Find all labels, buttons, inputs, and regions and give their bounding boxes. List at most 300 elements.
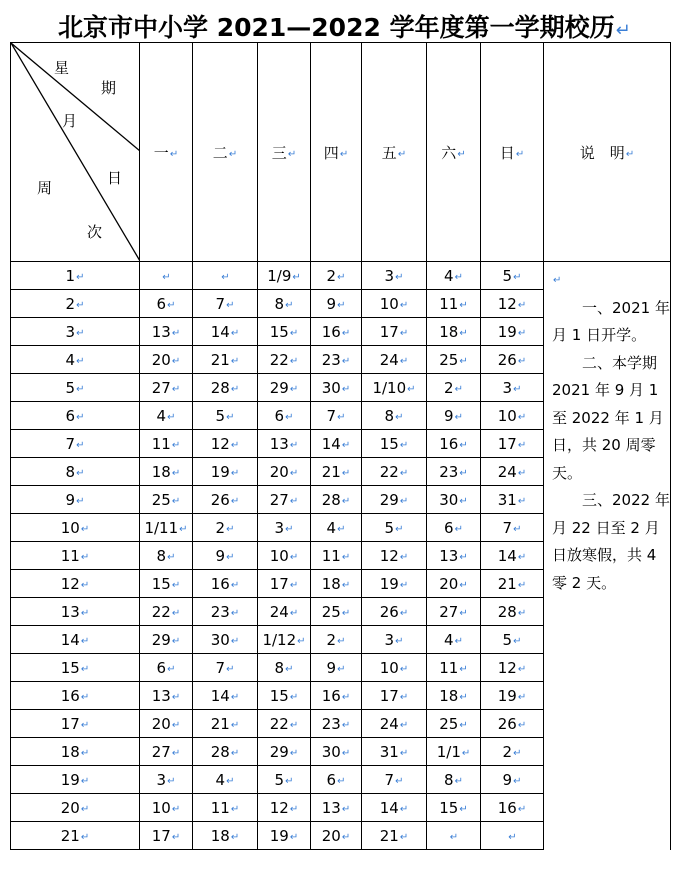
diagonal-corner-cell [11,43,140,262]
paragraph-mark-icon: ↵ [76,383,85,395]
paragraph-mark-icon: ↵ [399,831,409,843]
paragraph-mark-icon: ↵ [76,411,85,423]
date-cell: 26↵ [481,346,544,374]
paragraph-mark-icon: ↵ [459,355,468,367]
date-cell: 19↵ [193,458,258,486]
note-line: 二、本学期 [552,353,658,372]
paragraph-mark-icon: ↵ [341,607,351,619]
paragraph-mark-icon: ↵ [226,299,235,311]
paragraph-mark-icon: ↵ [171,355,181,367]
paragraph-mark-icon: ↵ [230,803,240,815]
paragraph-mark-icon: ↵ [461,747,471,759]
paragraph-mark-icon: ↵ [341,467,351,479]
paragraph-mark-icon: ↵ [454,271,463,283]
paragraph-mark-icon: ↵ [337,271,346,283]
paragraph-mark-icon: ↵ [517,663,527,675]
paragraph-mark-icon: ↵ [80,607,90,619]
note-line: 三、2022 年 [552,491,670,509]
paragraph-mark-icon: ↵ [395,775,404,787]
paragraph-mark-icon: ↵ [399,299,409,311]
date-cell: 4↵ [311,514,362,542]
paragraph-mark-icon: ↵ [167,775,176,787]
paragraph-mark-icon: ↵ [395,635,404,647]
date-cell: 1/10↵ [362,374,427,402]
date-cell: 16↵ [481,794,544,822]
paragraph-mark-icon: ↵ [171,439,181,451]
paragraph-mark-icon: ↵ [341,551,351,563]
date-cell: 30↵ [427,486,481,514]
date-cell: 3↵ [362,626,427,654]
note-line: 一、2021 年 [552,298,670,317]
paragraph-mark-icon: ↵ [80,579,90,591]
corner-label-qi: 期 [101,79,117,97]
date-cell: 13↵ [311,794,362,822]
date-cell: 22↵ [258,710,311,738]
paragraph-mark-icon: ↵ [289,747,299,759]
paragraph-mark-icon: ↵ [459,551,468,563]
table-header-row [11,43,671,262]
date-cell: 16↵ [311,682,362,710]
date-cell: 31↵ [362,738,427,766]
paragraph-mark-icon: ↵ [337,635,346,647]
paragraph-mark-icon: ↵ [76,467,85,479]
paragraph-mark-icon: ↵ [395,271,404,283]
date-cell: 25↵ [140,486,193,514]
paragraph-mark-icon: ↵ [459,327,468,339]
paragraph-mark-icon: ↵ [454,523,463,535]
paragraph-mark-icon: ↵ [76,355,85,367]
paragraph-mark-icon: ↵ [171,383,181,395]
corner-label-ri: 日 [107,169,123,187]
week-number-cell: 17↵ [11,710,140,738]
date-cell: 1/12↵ [258,626,311,654]
note-line: 零 2 天。 [552,573,617,592]
paragraph-mark-icon: ↵ [399,607,409,619]
date-cell: 21↵ [481,570,544,598]
paragraph-mark-icon: ↵ [459,691,468,703]
corner-label-xing: 星 [54,59,70,77]
date-cell: 3↵ [140,766,193,794]
date-cell: 17↵ [258,570,311,598]
paragraph-mark-icon: ↵ [80,663,90,675]
paragraph-mark-icon: ↵ [167,663,176,675]
date-cell: 16↵ [193,570,258,598]
corner-label-zhou: 周 [37,179,53,197]
date-cell: 27↵ [427,598,481,626]
week-number-cell: 4↵ [11,346,140,374]
date-cell: 21↵ [311,458,362,486]
date-cell: 20↵ [140,710,193,738]
paragraph-mark-icon: ↵ [517,579,527,591]
date-cell: 7↵ [481,514,544,542]
date-cell: 5↵ [193,402,258,430]
paragraph-mark-icon: ↵ [454,383,463,395]
note-line: 日，共 20 周零 [552,436,656,454]
paragraph-mark-icon: ↵ [341,439,351,451]
paragraph-mark-icon: ↵ [226,523,235,535]
paragraph-mark-icon: ↵ [171,495,181,507]
paragraph-mark-icon: ↵ [337,663,346,675]
paragraph-mark-icon: ↵ [449,831,459,843]
date-cell: 8↵ [258,654,311,682]
week-number-cell: 1↵ [11,262,140,290]
date-cell: 18↵ [427,682,481,710]
paragraph-mark-icon: ↵ [171,467,181,479]
date-cell: 4↵ [427,626,481,654]
day-header-tue: 二↵ [193,43,258,262]
date-cell: 1/11↵ [140,514,193,542]
date-cell: 26↵ [481,710,544,738]
date-cell: 9↵ [193,542,258,570]
date-cell: 12↵ [193,430,258,458]
date-cell: 17↵ [481,430,544,458]
date-cell: 7↵ [311,402,362,430]
paragraph-mark-icon: ↵ [517,439,527,451]
diagonal-lines [11,43,140,261]
date-cell: 2↵ [193,514,258,542]
date-cell: 5↵ [481,262,544,290]
paragraph-mark-icon: ↵ [289,719,299,731]
date-cell: 6↵ [311,766,362,794]
paragraph-mark-icon: ↵ [553,275,562,286]
date-cell: 30↵ [311,738,362,766]
date-cell: 6↵ [140,654,193,682]
date-cell: 9↵ [427,402,481,430]
day-header-fri: 五↵ [362,43,427,262]
paragraph-mark-icon: ↵ [517,411,527,423]
week-number-cell: 2↵ [11,290,140,318]
date-cell: 11↵ [311,542,362,570]
paragraph-mark-icon: ↵ [289,439,299,451]
paragraph-mark-icon: ↵ [285,523,294,535]
week-number-cell: 20↵ [11,794,140,822]
paragraph-mark-icon: ↵ [399,691,409,703]
paragraph-mark-icon: ↵ [289,355,299,367]
paragraph-mark-icon: ↵ [399,803,409,815]
paragraph-mark-icon: ↵ [407,383,416,395]
paragraph-mark-icon: ↵ [517,719,527,731]
paragraph-mark-icon: ↵ [230,635,240,647]
week-number-cell: 6↵ [11,402,140,430]
date-cell: 24↵ [362,346,427,374]
date-cell: 12↵ [481,654,544,682]
paragraph-mark-icon: ↵ [459,439,468,451]
paragraph-mark-icon: ↵ [171,579,181,591]
paragraph-mark-icon: ↵ [230,579,240,591]
paragraph-mark-icon: ↵ [285,663,294,675]
paragraph-mark-icon: ↵ [399,439,409,451]
paragraph-mark-icon: ↵ [76,271,85,283]
date-cell: 15↵ [258,682,311,710]
paragraph-mark-icon: ↵ [167,299,176,311]
paragraph-mark-icon: ↵ [230,607,240,619]
date-cell: 23↵ [427,458,481,486]
paragraph-mark-icon: ↵ [80,803,90,815]
paragraph-mark-icon: ↵ [171,607,181,619]
notes-cell [544,262,671,850]
paragraph-mark-icon: ↵ [517,691,527,703]
school-calendar-table [10,42,671,850]
paragraph-mark-icon: ↵ [167,551,176,563]
date-cell: 11↵ [427,654,481,682]
paragraph-mark-icon: ↵ [179,523,188,535]
paragraph-mark-icon: ↵ [399,719,409,731]
paragraph-mark-icon: ↵ [80,775,90,787]
paragraph-mark-icon: ↵ [171,327,181,339]
date-cell: 21↵ [193,346,258,374]
paragraph-mark-icon: ↵ [80,523,90,535]
date-cell: 4↵ [193,766,258,794]
date-cell: 22↵ [362,458,427,486]
date-cell: 11↵ [140,430,193,458]
paragraph-mark-icon: ↵ [459,607,468,619]
date-cell: 16↵ [427,430,481,458]
paragraph-mark-icon: ↵ [517,299,527,311]
date-cell: 19↵ [481,682,544,710]
date-cell: 8↵ [140,542,193,570]
paragraph-mark-icon: ↵ [289,607,299,619]
paragraph-mark-icon: ↵ [230,327,240,339]
paragraph-mark-icon: ↵ [171,719,181,731]
week-number-cell: 9↵ [11,486,140,514]
date-cell: 6↵ [140,290,193,318]
date-cell: 5↵ [481,626,544,654]
paragraph-mark-icon: ↵ [459,467,468,479]
paragraph-mark-icon: ↵ [285,775,294,787]
date-cell: 5↵ [362,514,427,542]
paragraph-mark-icon: ↵ [459,719,468,731]
date-cell: 7↵ [193,654,258,682]
date-cell: 3↵ [481,374,544,402]
date-cell: 21↵ [362,822,427,850]
date-cell: 15↵ [140,570,193,598]
date-cell: 9↵ [311,654,362,682]
week-number-cell: 18↵ [11,738,140,766]
paragraph-mark-icon: ↵ [285,411,294,423]
paragraph-mark-icon: ↵ [459,579,468,591]
paragraph-mark-icon: ↵ [171,831,181,843]
paragraph-mark-icon: ↵ [226,411,235,423]
date-cell: 10↵ [140,794,193,822]
date-cell: 23↵ [311,346,362,374]
paragraph-mark-icon: ↵ [285,299,294,311]
date-cell: 8↵ [427,766,481,794]
date-cell: 2↵ [481,738,544,766]
table-row [11,262,671,290]
date-cell: 30↵ [311,374,362,402]
paragraph-mark-icon: ↵ [517,607,527,619]
date-cell: 6↵ [258,402,311,430]
week-number-cell: 3↵ [11,318,140,346]
paragraph-mark-icon: ↵ [289,831,299,843]
paragraph-mark-icon: ↵ [513,775,522,787]
paragraph-mark-icon: ↵ [76,495,85,507]
date-cell: 14↵ [311,430,362,458]
calendar-body [11,262,671,850]
date-cell: 8↵ [362,402,427,430]
paragraph-mark-icon: ↵ [292,271,301,283]
corner-label-yue: 月 [62,112,78,130]
paragraph-mark-icon: ↵ [341,327,351,339]
paragraph-mark-icon: ↵ [341,747,351,759]
date-cell: 20↵ [140,346,193,374]
paragraph-mark-icon: ↵ [226,775,235,787]
date-cell: 12↵ [258,794,311,822]
date-cell: 20↵ [427,570,481,598]
date-cell: 23↵ [311,710,362,738]
date-cell: 26↵ [362,598,427,626]
paragraph-mark-icon: ↵ [513,747,522,759]
date-cell: 31↵ [481,486,544,514]
paragraph-mark-icon: ↵ [513,271,522,283]
paragraph-mark-icon: ↵ [399,495,409,507]
date-cell: 10↵ [258,542,311,570]
paragraph-mark-icon: ↵ [341,495,351,507]
paragraph-mark-icon: ↵ [459,663,468,675]
paragraph-mark-icon: ↵ [454,411,463,423]
date-cell: 19↵ [258,822,311,850]
corner-label-ci: 次 [87,223,103,241]
paragraph-mark-icon: ↵ [337,299,346,311]
date-cell: 6↵ [427,514,481,542]
paragraph-mark-icon: ↵ [615,20,631,41]
paragraph-mark-icon: ↵ [399,551,409,563]
paragraph-mark-icon: ↵ [230,495,240,507]
week-number-cell: 13↵ [11,598,140,626]
date-cell: 7↵ [193,290,258,318]
paragraph-mark-icon: ↵ [341,803,351,815]
date-cell [193,262,258,290]
paragraph-mark-icon: ↵ [297,635,306,647]
date-cell: 3↵ [362,262,427,290]
paragraph-mark-icon: ↵ [459,299,468,311]
date-cell: 19↵ [481,318,544,346]
date-cell: 3↵ [258,514,311,542]
paragraph-mark-icon: ↵ [399,327,409,339]
paragraph-mark-icon: ↵ [80,551,90,563]
date-cell: 10↵ [481,402,544,430]
date-cell [140,262,193,290]
notes-header: 说 明↵ [544,43,671,262]
date-cell: 16↵ [311,318,362,346]
paragraph-mark-icon: ↵ [289,551,299,563]
paragraph-mark-icon: ↵ [341,719,351,731]
paragraph-mark-icon: ↵ [80,691,90,703]
date-cell: 20↵ [311,822,362,850]
paragraph-mark-icon: ↵ [399,747,409,759]
date-cell: 1/1↵ [427,738,481,766]
date-cell: 27↵ [258,486,311,514]
paragraph-mark-icon: ↵ [508,831,517,843]
paragraph-mark-icon: ↵ [76,327,85,339]
date-cell: 25↵ [427,710,481,738]
date-cell: 28↵ [311,486,362,514]
paragraph-mark-icon: ↵ [395,523,404,535]
date-cell: 15↵ [258,318,311,346]
date-cell: 29↵ [258,738,311,766]
paragraph-mark-icon: ↵ [230,439,240,451]
paragraph-mark-icon: ↵ [517,803,527,815]
date-cell: 30↵ [193,626,258,654]
date-cell: 14↵ [193,682,258,710]
paragraph-mark-icon: ↵ [289,495,299,507]
date-cell: 28↵ [193,738,258,766]
paragraph-mark-icon: ↵ [289,327,299,339]
date-cell: 26↵ [193,486,258,514]
date-cell: 19↵ [362,570,427,598]
paragraph-mark-icon: ↵ [171,747,181,759]
paragraph-mark-icon: ↵ [162,271,171,283]
date-cell: 9↵ [481,766,544,794]
date-cell: 14↵ [193,318,258,346]
paragraph-mark-icon: ↵ [517,355,527,367]
paragraph-mark-icon: ↵ [517,551,527,563]
paragraph-mark-icon: ↵ [459,803,468,815]
date-cell: 11↵ [193,794,258,822]
week-number-cell: 14↵ [11,626,140,654]
paragraph-mark-icon: ↵ [221,271,230,283]
date-cell: 4↵ [140,402,193,430]
paragraph-mark-icon: ↵ [289,691,299,703]
paragraph-mark-icon: ↵ [171,691,181,703]
week-number-cell: 12↵ [11,570,140,598]
date-cell: 17↵ [362,682,427,710]
paragraph-mark-icon: ↵ [226,551,235,563]
date-cell: 18↵ [427,318,481,346]
note-line: 至 2022 年 1 月 [552,408,664,427]
date-cell: 14↵ [481,542,544,570]
date-cell: 24↵ [258,598,311,626]
paragraph-mark-icon: ↵ [337,411,346,423]
note-line: 月 22 日至 2 月 [552,518,660,537]
date-cell: 25↵ [311,598,362,626]
date-cell: 15↵ [362,430,427,458]
date-cell: 14↵ [362,794,427,822]
week-number-cell: 7↵ [11,430,140,458]
paragraph-mark-icon: ↵ [399,355,409,367]
date-cell: 4↵ [427,262,481,290]
note-line: 2021 年 9 月 1 [552,381,659,399]
date-cell: 9↵ [311,290,362,318]
week-number-cell: 15↵ [11,654,140,682]
paragraph-mark-icon: ↵ [80,635,90,647]
date-cell: 12↵ [481,290,544,318]
paragraph-mark-icon: ↵ [230,691,240,703]
week-number-cell: 16↵ [11,682,140,710]
date-cell: 24↵ [362,710,427,738]
date-cell: 27↵ [140,738,193,766]
date-cell: 29↵ [362,486,427,514]
paragraph-mark-icon: ↵ [454,635,463,647]
date-cell: 18↵ [193,822,258,850]
date-cell: 21↵ [193,710,258,738]
date-cell: 8↵ [258,290,311,318]
week-number-cell: 21↵ [11,822,140,850]
date-cell: 22↵ [258,346,311,374]
paragraph-mark-icon: ↵ [171,803,181,815]
paragraph-mark-icon: ↵ [517,327,527,339]
paragraph-mark-icon: ↵ [395,411,404,423]
paragraph-mark-icon: ↵ [517,467,527,479]
paragraph-mark-icon: ↵ [399,579,409,591]
note-line: 月 1 日开学。 [552,326,647,344]
date-cell: 17↵ [140,822,193,850]
paragraph-mark-icon: ↵ [171,635,181,647]
week-number-cell: 5↵ [11,374,140,402]
day-header-thu: 四↵ [311,43,362,262]
date-cell: 7↵ [362,766,427,794]
paragraph-mark-icon: ↵ [341,831,351,843]
